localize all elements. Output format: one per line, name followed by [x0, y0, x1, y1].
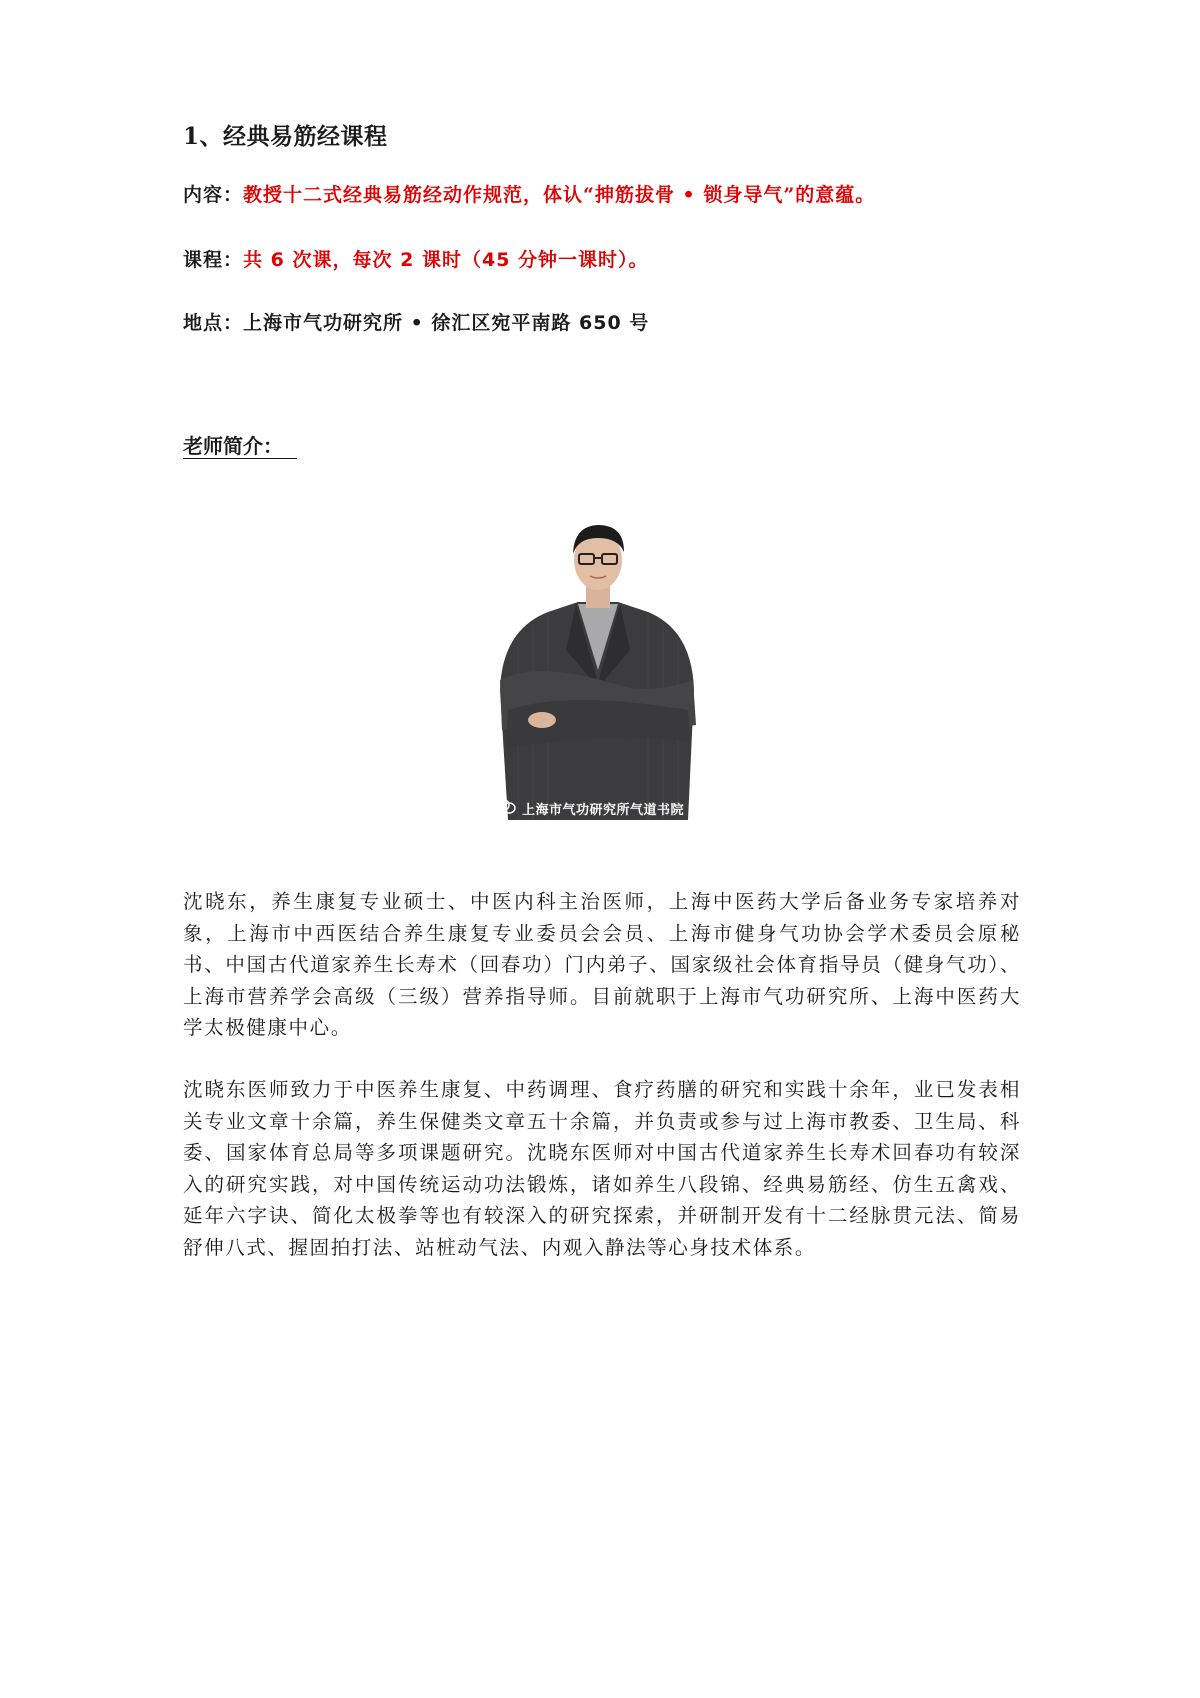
- wechat-icon: [494, 798, 516, 818]
- content-line: [183, 180, 875, 207]
- content-label: 内容：: [183, 184, 244, 206]
- course-part-3: 课时（: [414, 249, 482, 271]
- course-minutes-count: 45: [481, 249, 511, 271]
- watermark-text: 上海市气功研究所气道书院: [522, 802, 685, 818]
- course-part-2: 次课，每次: [284, 249, 401, 271]
- teacher-bio-paragraph-1: 沈晓东，养生康复专业硕士、中医内科主治医师，上海中医药大学后备业务专家培养对象，上海市中西医结合养生康复专业委员会会员、上海市健身气功协会学术委员会原秘书、中国古代道家养生长寿术（回春功）门内弟子、国家级社会体育指导员（健身气功）、上海市营养学会高级（三级）营养指导师。目前就职于上海市气功研究所、上海中医药大学太极健康中心。: [183, 890, 1021, 1039]
- course-label: 课程：: [183, 249, 244, 271]
- teacher-bio-paragraph-2: 沈晓东医师致力于中医养生康复、中药调理、食疗药膳的研究和实践十余年，业已发表相关专业文章十余篇，养生保健类文章五十余篇，并负责或参与过上海市教委、卫生局、科委、国家体育总局等多项课题研究。沈晓东医师对中国古代道家养生长寿术回春功有较深入的研究实践，对中国传统运动功法锻炼，诸如养生八段锦、经典易筋经、仿生五禽戏、延年六字诀、简化太极拳等也有较深入的研究探索，并研制开发有十二经脉贯元法、简易舒伸八式、握固拍打法、站桩动气法、内观入静法等心身技术体系。: [183, 1078, 1021, 1259]
- course-part-4: 分钟一课时）。: [510, 249, 649, 271]
- teacher-photo: [478, 520, 718, 820]
- course-part-1: 共: [243, 249, 271, 271]
- location-number: 650: [579, 312, 622, 334]
- course-sessions-count: 6: [270, 249, 285, 271]
- course-line: [183, 245, 649, 272]
- photo-watermark: [494, 798, 684, 818]
- location-label: 地点：: [183, 312, 244, 334]
- location-suffix: 号: [621, 312, 650, 334]
- content-text: 教授十二式经典易筋经动作规范，体认“抻筋拔骨 • 锁身导气”的意蕴。: [243, 184, 876, 206]
- course-hours-count: 2: [400, 249, 415, 271]
- section-title: 1、经典易筋经课程: [183, 123, 388, 150]
- teacher-intro-heading: 老师简介：: [183, 434, 297, 459]
- location-text: 上海市气功研究所 • 徐汇区宛平南路: [243, 312, 580, 334]
- location-line: [183, 308, 649, 335]
